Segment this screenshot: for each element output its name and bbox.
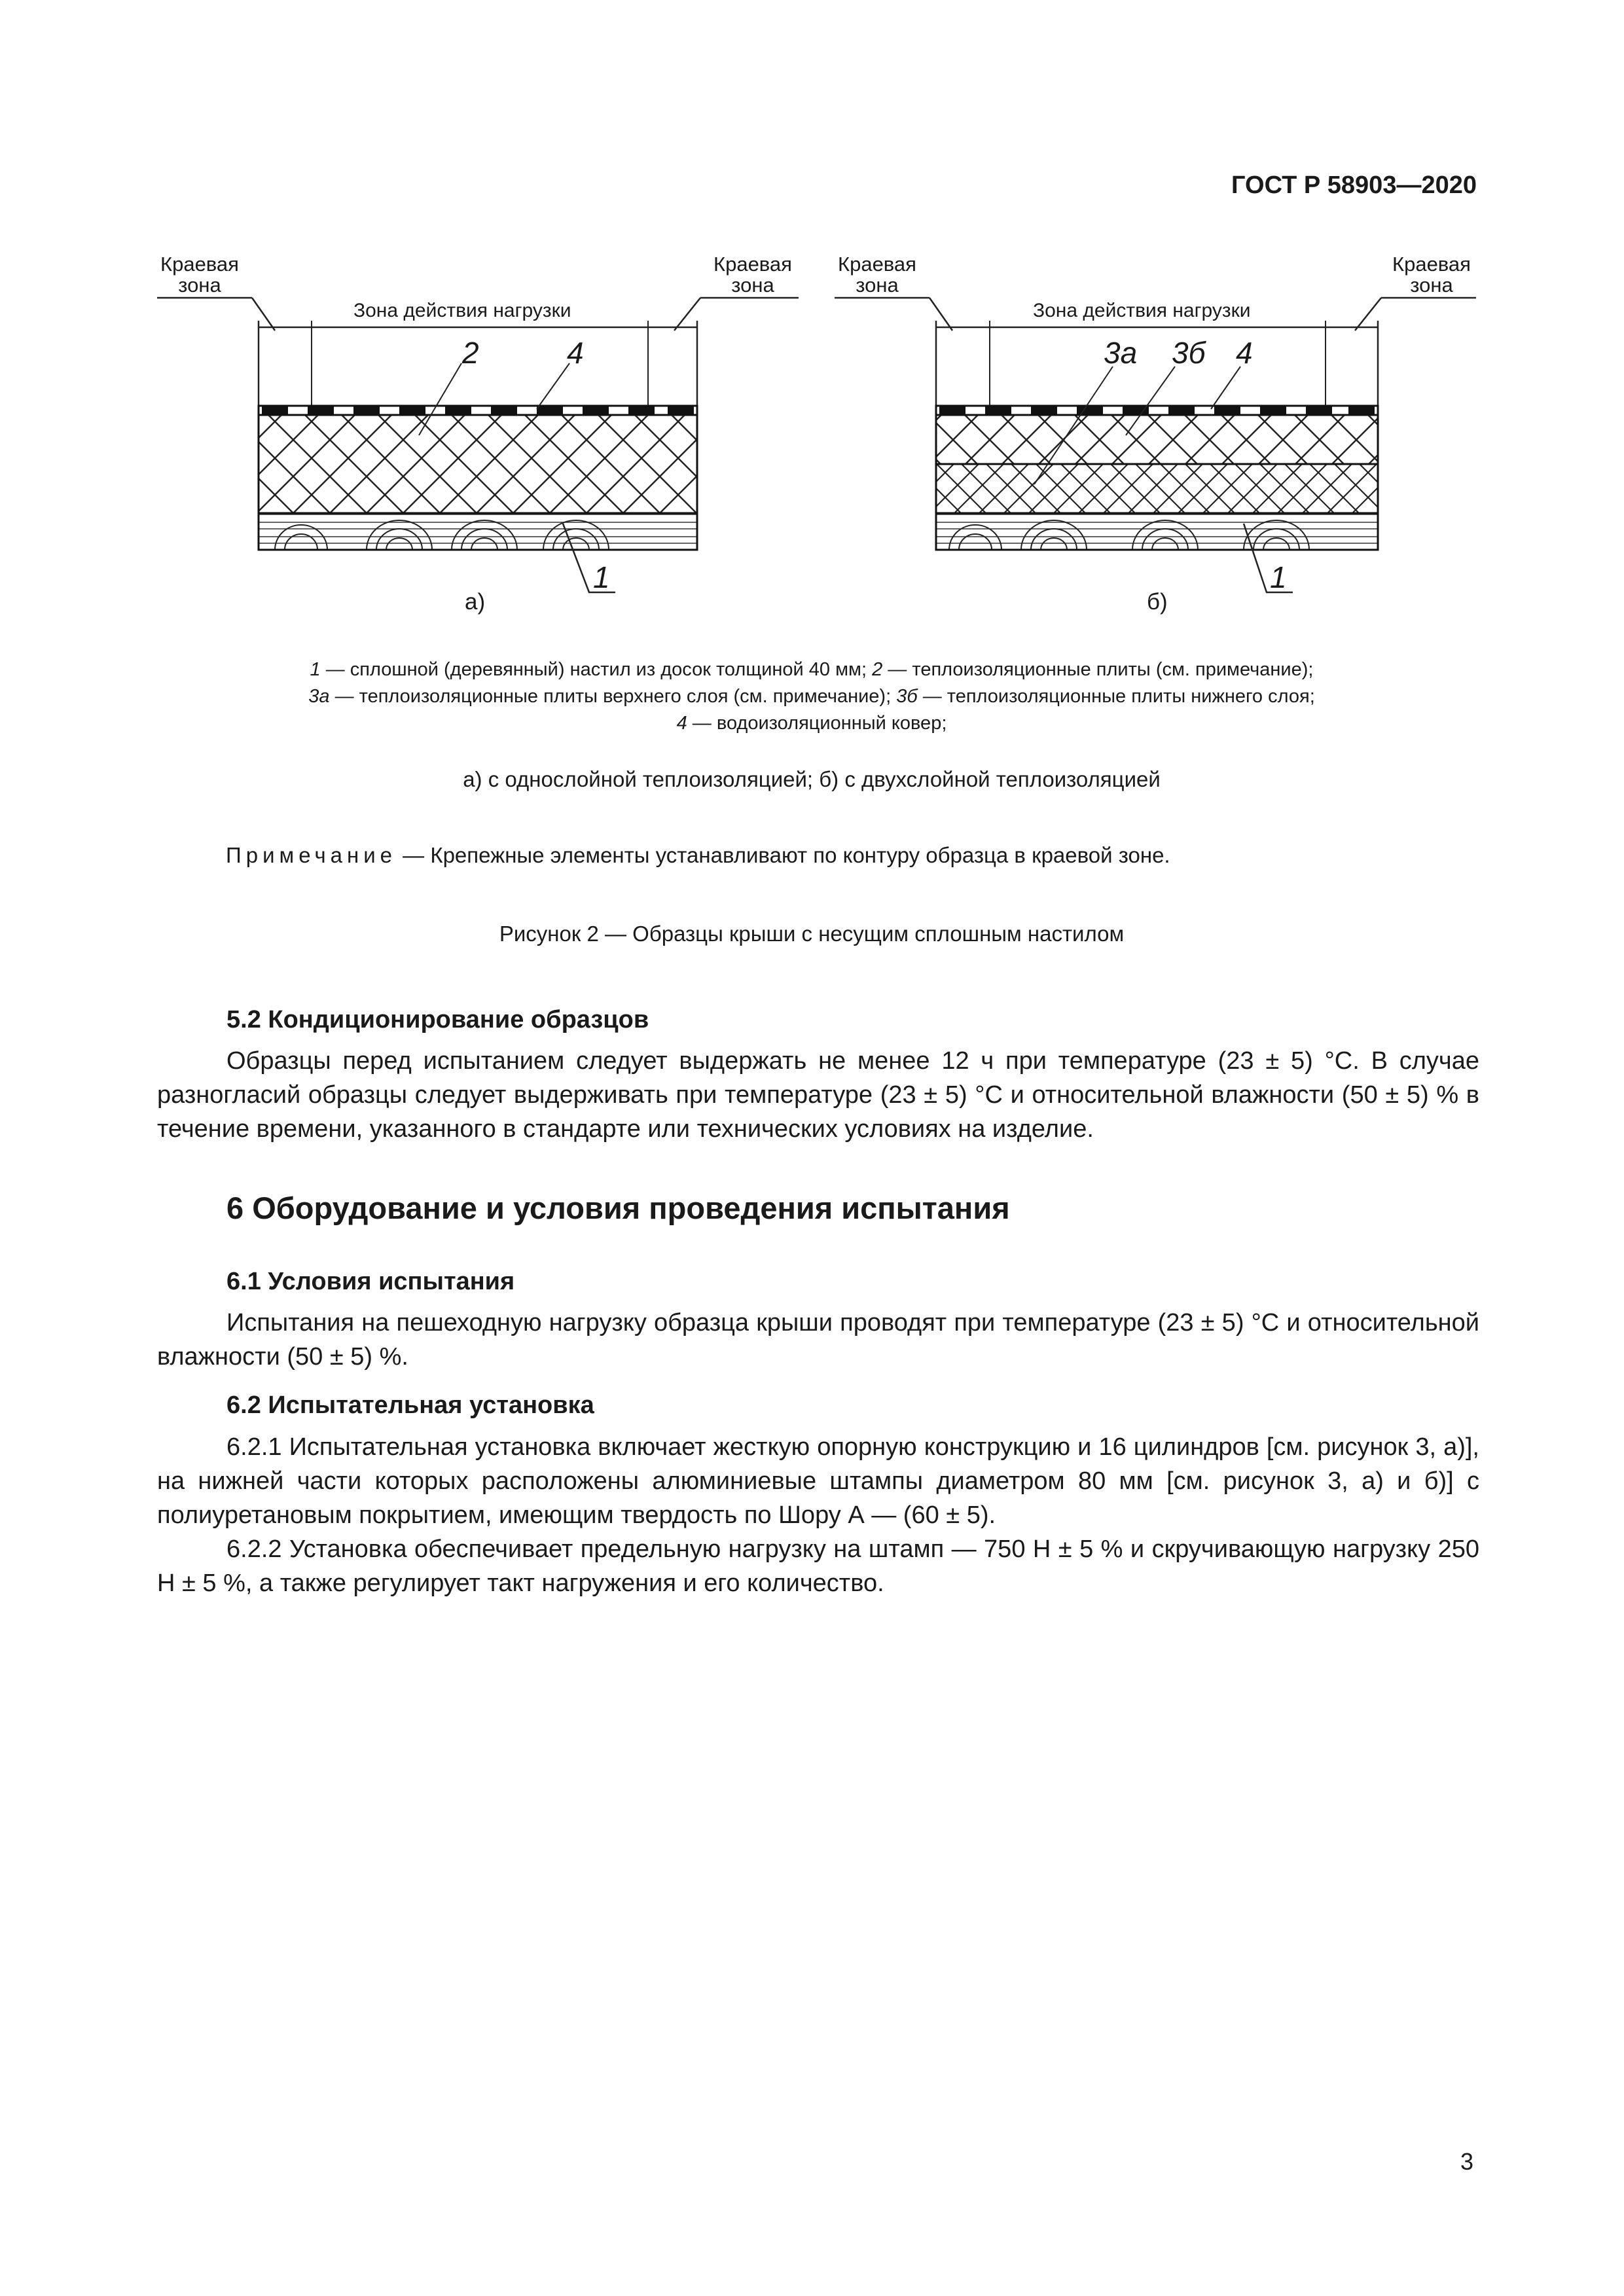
page-number: 3 [1460,2148,1473,2175]
edge-zone-line2: зона [178,274,221,296]
legend-text: — водоизоляционный ковер; [687,713,947,734]
legend-text: — сплошной (деревянный) настил из досок толщиной 40 мм; [320,659,873,680]
section-6-title: 6 Оборудование и условия проведения испытания [226,1191,1010,1225]
figure-subcaptions: а) с однослойной теплоизоляцией; б) с двухслойной теплоизоляцией [463,767,1161,791]
section-6-2-2-text: 6.2.2 Установка обеспечивает предельную нагрузку на штамп — 750 Н ± 5 % и скручивающую нагрузку 250 Н ± 5 %, а также регулирует такт нагружения и его количество. [157,1535,1479,1597]
edge-zone-label-b-left [828,254,926,296]
legend-text: — теплоизоляционные плиты (см. примечание); [882,659,1314,680]
section-5-2-title: 5.2 Кондиционирование образцов [226,1006,649,1033]
legend-num: 3б [896,686,918,707]
section-6-1-title: 6.1 Условия испытания [226,1268,515,1295]
figure-note [226,843,1170,868]
note-label: Примечание [226,843,397,867]
figure-a-sublabel: а) [465,589,486,615]
load-zone-label-a: Зона действия нагрузки [353,300,571,321]
edge-zone-line2: зона [731,274,774,296]
section-5-2-text: Образцы перед испытанием следует выдержать не менее 12 ч при температуре (23 ± 5) °С. В случае разногласий образцы следует выдерживать при температуре (23 ± 5) °С и относительной влажности (50 ± 5) % в течение времени, указанного в стандарте или технических условиях на изделие. [157,1047,1479,1143]
section-6-2-1-text: 6.2.1 Испытательная установка включает жесткую опорную конструкцию и 16 цилиндров [см. рисунок 3, а)], на нижней части которых расположены алюминиевые штампы диаметром 80 мм [см. рисунок 3, а) и б)] с полиуретановым покрытием, имеющим твердость по Шору А — (60 ± 5). [157,1433,1479,1529]
edge-zone-line1: Краевая [838,253,916,276]
legend-text: — теплоизоляционные плиты нижнего слоя; [917,686,1315,707]
roof-samples-figure [0,0,1624,655]
edge-zone-line2: зона [856,274,899,296]
note-text: — Крепежные элементы устанавливают по контуру образца в краевой зоне. [397,843,1170,867]
legend-num: 4 [676,713,687,734]
label-b-4: 4 [1236,336,1253,370]
label-a-2: 2 [462,336,479,370]
section-6-2-title: 6.2 Испытательная установка [226,1391,594,1419]
label-b-3b: 3б [1172,336,1206,370]
section-6-1-text: Испытания на пешеходную нагрузку образца крыши проводят при температуре (23 ± 5) °С и относительной влажности (50 ± 5) %. [157,1309,1479,1371]
legend-num: 3а [308,686,330,707]
label-b-1: 1 [1270,560,1287,594]
legend-line-2 [157,683,1466,710]
edge-zone-line1: Краевая [713,253,792,276]
legend-num: 1 [310,659,321,680]
legend-line-3 [157,710,1466,737]
edge-zone-label-a-left [151,254,249,296]
label-b-3a: 3а [1104,336,1138,370]
legend-num: 2 [872,659,883,680]
document-id: ГОСТ Р 58903—2020 [1231,171,1477,199]
figure-b-drawing [835,298,1476,592]
label-a-1: 1 [593,560,610,594]
edge-zone-line1: Краевая [160,253,239,276]
edge-zone-line1: Краевая [1392,253,1471,276]
edge-zone-line2: зона [1410,274,1453,296]
figure-b-sublabel: б) [1147,589,1168,615]
figure-title: Рисунок 2 — Образцы крыши с несущим сплошным настилом [499,922,1125,946]
figure-legend [157,656,1466,737]
legend-text: — теплоизоляционные плиты верхнего слоя (см. примечание); [329,686,897,707]
load-zone-label-b: Зона действия нагрузки [1033,300,1251,321]
edge-zone-label-b-right [1382,254,1481,296]
label-a-4: 4 [567,336,584,370]
legend-line-1 [157,656,1466,683]
edge-zone-label-a-right [704,254,802,296]
